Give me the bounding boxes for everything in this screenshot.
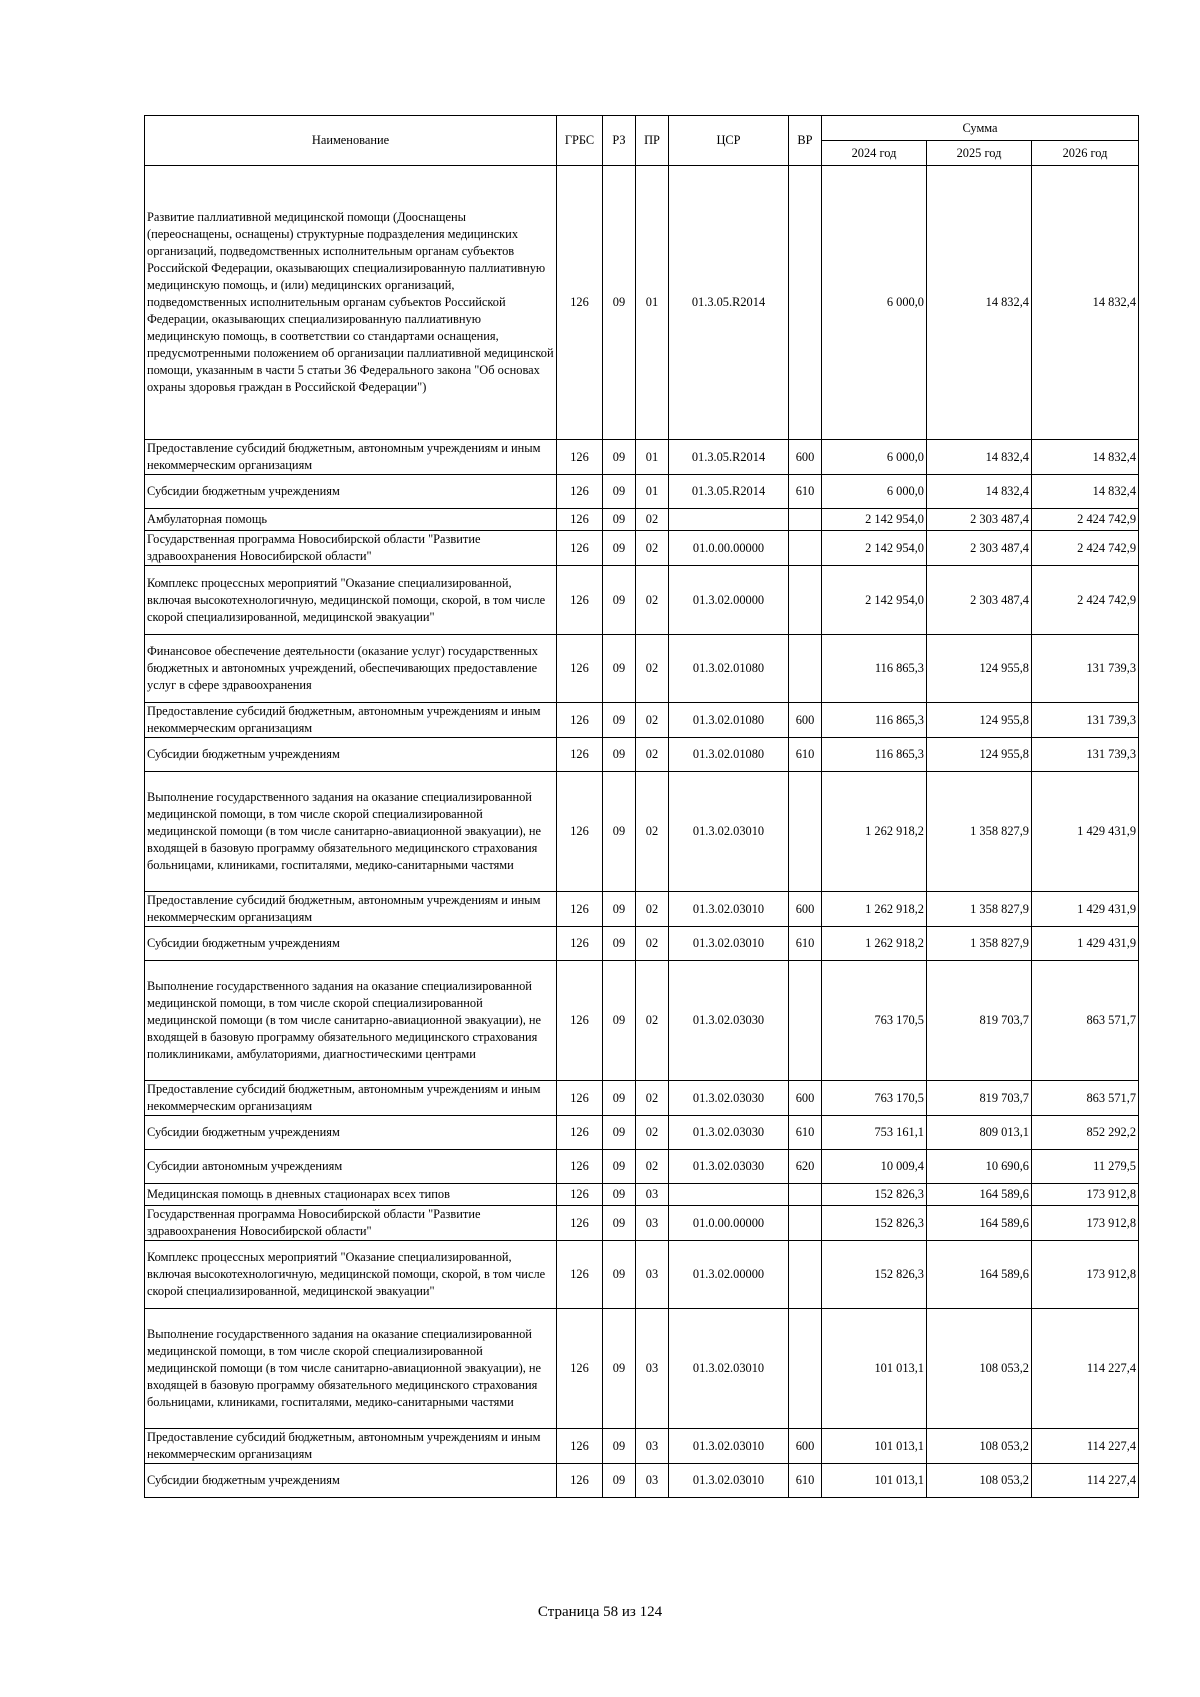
- cell-pr: 03: [636, 1184, 669, 1206]
- cell-amount-2025: 14 832,4: [927, 440, 1032, 475]
- cell-rz: 09: [603, 1081, 636, 1116]
- cell-amount-2024: 152 826,3: [822, 1241, 927, 1309]
- cell-amount-2024: 101 013,1: [822, 1464, 927, 1498]
- cell-vr: [789, 1184, 822, 1206]
- cell-rz: 09: [603, 892, 636, 927]
- cell-amount-2024: 152 826,3: [822, 1206, 927, 1241]
- cell-rz: 09: [603, 509, 636, 531]
- cell-name: Государственная программа Новосибирской области "Развитие здравоохранения Новосибирской области": [145, 531, 557, 566]
- cell-name: Финансовое обеспечение деятельности (оказание услуг) государственных бюджетных и автономных учреждений, обеспечивающих предоставление услуг в сфере здравоохранения: [145, 635, 557, 703]
- cell-amount-2024: 753 161,1: [822, 1116, 927, 1150]
- cell-rz: 09: [603, 1464, 636, 1498]
- cell-grbs: 126: [557, 1116, 603, 1150]
- cell-csr: 01.3.02.01080: [669, 738, 789, 772]
- cell-grbs: 126: [557, 1429, 603, 1464]
- cell-vr: [789, 1206, 822, 1241]
- cell-csr: 01.3.05.R2014: [669, 166, 789, 440]
- cell-name: Амбулаторная помощь: [145, 509, 557, 531]
- cell-grbs: 126: [557, 509, 603, 531]
- cell-amount-2025: 2 303 487,4: [927, 531, 1032, 566]
- cell-grbs: 126: [557, 440, 603, 475]
- header-csr: ЦСР: [669, 116, 789, 166]
- table-row: [145, 635, 1139, 703]
- cell-rz: 09: [603, 772, 636, 892]
- cell-csr: 01.3.05.R2014: [669, 440, 789, 475]
- cell-amount-2024: 101 013,1: [822, 1309, 927, 1429]
- cell-amount-2026: 11 279,5: [1032, 1150, 1139, 1184]
- cell-amount-2025: 124 955,8: [927, 703, 1032, 738]
- cell-amount-2024: 6 000,0: [822, 440, 927, 475]
- cell-rz: 09: [603, 738, 636, 772]
- cell-amount-2025: 14 832,4: [927, 475, 1032, 509]
- cell-rz: 09: [603, 1241, 636, 1309]
- header-year-2025: 2025 год: [927, 141, 1032, 166]
- cell-amount-2024: 116 865,3: [822, 635, 927, 703]
- cell-amount-2026: 114 227,4: [1032, 1429, 1139, 1464]
- cell-rz: 09: [603, 1309, 636, 1429]
- cell-amount-2026: 14 832,4: [1032, 166, 1139, 440]
- cell-name: Субсидии бюджетным учреждениям: [145, 738, 557, 772]
- cell-grbs: 126: [557, 703, 603, 738]
- budget-table-container: [144, 115, 1138, 1498]
- cell-vr: [789, 772, 822, 892]
- cell-amount-2025: 2 303 487,4: [927, 566, 1032, 635]
- cell-amount-2026: 2 424 742,9: [1032, 509, 1139, 531]
- cell-amount-2025: 124 955,8: [927, 738, 1032, 772]
- cell-amount-2026: 1 429 431,9: [1032, 772, 1139, 892]
- table-row: [145, 772, 1139, 892]
- cell-amount-2024: 1 262 918,2: [822, 772, 927, 892]
- header-rz: РЗ: [603, 116, 636, 166]
- cell-vr: [789, 509, 822, 531]
- header-sum: Сумма: [822, 116, 1139, 141]
- cell-name: Выполнение государственного задания на оказание специализированной медицинской помощи, в том числе скорой специализированной медицинской помощи (в том числе санитарно-авиационной эвакуации), не входящей в базовую программу обязательного медицинского страхования больницами, клиниками, госпиталями, медико-санитарными частями: [145, 1309, 557, 1429]
- cell-amount-2024: 1 262 918,2: [822, 927, 927, 961]
- cell-pr: 02: [636, 772, 669, 892]
- cell-grbs: 126: [557, 1150, 603, 1184]
- cell-name: Субсидии бюджетным учреждениям: [145, 475, 557, 509]
- table-header: [145, 116, 1139, 166]
- cell-name: Медицинская помощь в дневных стационарах всех типов: [145, 1184, 557, 1206]
- cell-rz: 09: [603, 961, 636, 1081]
- cell-pr: 02: [636, 961, 669, 1081]
- table-row: [145, 1184, 1139, 1206]
- cell-pr: 03: [636, 1241, 669, 1309]
- cell-vr: [789, 961, 822, 1081]
- table-row: [145, 1150, 1139, 1184]
- page-number: Страница 58 из 124: [537, 1604, 663, 1620]
- cell-rz: 09: [603, 703, 636, 738]
- cell-vr: 610: [789, 1464, 822, 1498]
- cell-name: Субсидии автономным учреждениям: [145, 1150, 557, 1184]
- cell-amount-2024: 10 009,4: [822, 1150, 927, 1184]
- cell-amount-2024: 6 000,0: [822, 475, 927, 509]
- cell-vr: 610: [789, 927, 822, 961]
- cell-amount-2024: 2 142 954,0: [822, 509, 927, 531]
- cell-amount-2024: 116 865,3: [822, 703, 927, 738]
- cell-csr: 01.0.00.00000: [669, 1206, 789, 1241]
- cell-pr: 03: [636, 1309, 669, 1429]
- cell-pr: 02: [636, 509, 669, 531]
- cell-amount-2026: 131 739,3: [1032, 738, 1139, 772]
- cell-pr: 02: [636, 531, 669, 566]
- cell-pr: 02: [636, 703, 669, 738]
- cell-rz: 09: [603, 927, 636, 961]
- cell-vr: [789, 1241, 822, 1309]
- cell-name: Развитие паллиативной медицинской помощи (Дооснащены (переоснащены, оснащены) структурные подразделения медицинских организаций, подведомственных исполнительным органам субъектов Российской Федерации, оказывающих специализированную паллиативную медицинскую помощь, и (или) медицинских организаций, подведомственных исполнительным органам субъектов Российской Федерации, оказывающих специализированную паллиативную медицинскую помощь, в соответствии со стандартами оснащения, предусмотренными положением об организации паллиативной медицинской помощи, указанным в части 5 статьи 36 Федерального закона "Об основах охраны здоровья граждан в Российской Федерации"): [145, 166, 557, 440]
- table-row: [145, 566, 1139, 635]
- cell-csr: 01.3.05.R2014: [669, 475, 789, 509]
- cell-grbs: 126: [557, 738, 603, 772]
- table-row: [145, 166, 1139, 440]
- table-row: [145, 703, 1139, 738]
- cell-name: Выполнение государственного задания на оказание специализированной медицинской помощи, в том числе скорой специализированной медицинской помощи (в том числе санитарно-авиационной эвакуации), не входящей в базовую программу обязательного медицинского страхования больницами, клиниками, госпиталями, медико-санитарными частями: [145, 772, 557, 892]
- header-vr: ВР: [789, 116, 822, 166]
- cell-rz: 09: [603, 635, 636, 703]
- cell-pr: 03: [636, 1464, 669, 1498]
- cell-grbs: 126: [557, 1206, 603, 1241]
- cell-amount-2024: 763 170,5: [822, 961, 927, 1081]
- cell-amount-2025: 1 358 827,9: [927, 892, 1032, 927]
- cell-csr: 01.3.02.03030: [669, 1116, 789, 1150]
- cell-amount-2025: 164 589,6: [927, 1206, 1032, 1241]
- cell-amount-2024: 6 000,0: [822, 166, 927, 440]
- cell-name: Субсидии бюджетным учреждениям: [145, 1116, 557, 1150]
- cell-vr: 610: [789, 738, 822, 772]
- cell-vr: [789, 1309, 822, 1429]
- cell-grbs: 126: [557, 1241, 603, 1309]
- cell-amount-2026: 1 429 431,9: [1032, 892, 1139, 927]
- table-row: [145, 440, 1139, 475]
- cell-grbs: 126: [557, 531, 603, 566]
- table-row: [145, 1206, 1139, 1241]
- table-row: [145, 1241, 1139, 1309]
- header-name: Наименование: [145, 116, 557, 166]
- cell-csr: [669, 1184, 789, 1206]
- cell-name: Государственная программа Новосибирской области "Развитие здравоохранения Новосибирской области": [145, 1206, 557, 1241]
- cell-csr: 01.3.02.01080: [669, 703, 789, 738]
- cell-name: Субсидии бюджетным учреждениям: [145, 927, 557, 961]
- cell-csr: [669, 509, 789, 531]
- cell-amount-2024: 116 865,3: [822, 738, 927, 772]
- cell-csr: 01.3.02.00000: [669, 1241, 789, 1309]
- table-row: [145, 1464, 1139, 1498]
- cell-name: Субсидии бюджетным учреждениям: [145, 1464, 557, 1498]
- cell-amount-2024: 152 826,3: [822, 1184, 927, 1206]
- cell-amount-2025: 10 690,6: [927, 1150, 1032, 1184]
- cell-vr: [789, 166, 822, 440]
- cell-csr: 01.3.02.03030: [669, 1150, 789, 1184]
- cell-amount-2026: 114 227,4: [1032, 1309, 1139, 1429]
- table-body: [145, 166, 1139, 1498]
- cell-vr: 600: [789, 1081, 822, 1116]
- cell-vr: 600: [789, 892, 822, 927]
- header-grbs: ГРБС: [557, 116, 603, 166]
- cell-csr: 01.0.00.00000: [669, 531, 789, 566]
- header-pr: ПР: [636, 116, 669, 166]
- cell-csr: 01.3.02.03010: [669, 1429, 789, 1464]
- cell-grbs: 126: [557, 1184, 603, 1206]
- table-row: [145, 1116, 1139, 1150]
- cell-grbs: 126: [557, 892, 603, 927]
- cell-amount-2026: 863 571,7: [1032, 961, 1139, 1081]
- cell-vr: 600: [789, 1429, 822, 1464]
- table-row: [145, 892, 1139, 927]
- cell-vr: 620: [789, 1150, 822, 1184]
- cell-grbs: 126: [557, 772, 603, 892]
- cell-grbs: 126: [557, 566, 603, 635]
- table-row: [145, 927, 1139, 961]
- cell-amount-2026: 863 571,7: [1032, 1081, 1139, 1116]
- cell-amount-2025: 164 589,6: [927, 1184, 1032, 1206]
- cell-grbs: 126: [557, 1464, 603, 1498]
- table-row: [145, 531, 1139, 566]
- cell-rz: 09: [603, 1429, 636, 1464]
- cell-pr: 02: [636, 566, 669, 635]
- cell-vr: [789, 566, 822, 635]
- cell-amount-2025: 124 955,8: [927, 635, 1032, 703]
- cell-amount-2025: 1 358 827,9: [927, 927, 1032, 961]
- cell-vr: [789, 531, 822, 566]
- cell-amount-2024: 1 262 918,2: [822, 892, 927, 927]
- cell-amount-2025: 1 358 827,9: [927, 772, 1032, 892]
- cell-amount-2026: 14 832,4: [1032, 440, 1139, 475]
- cell-rz: 09: [603, 1116, 636, 1150]
- cell-rz: 09: [603, 1184, 636, 1206]
- cell-name: Выполнение государственного задания на оказание специализированной медицинской помощи, в том числе скорой специализированной медицинской помощи (в том числе санитарно-авиационной эвакуации), не входящей в базовую программу обязательного медицинского страхования поликлиниками, амбулаториями, диагностическими центрами: [145, 961, 557, 1081]
- header-year-2024: 2024 год: [822, 141, 927, 166]
- cell-name: Предоставление субсидий бюджетным, автономным учреждениям и иным некоммерческим организациям: [145, 1081, 557, 1116]
- cell-name: Комплекс процессных мероприятий "Оказание специализированной, включая высокотехнологичную, медицинской помощи, скорой, в том числе скорой специализированной, медицинской эвакуации": [145, 1241, 557, 1309]
- cell-name: Предоставление субсидий бюджетным, автономным учреждениям и иным некоммерческим организациям: [145, 892, 557, 927]
- cell-grbs: 126: [557, 927, 603, 961]
- cell-amount-2024: 2 142 954,0: [822, 531, 927, 566]
- table-row: [145, 1081, 1139, 1116]
- cell-csr: 01.3.02.01080: [669, 635, 789, 703]
- cell-amount-2026: 173 912,8: [1032, 1206, 1139, 1241]
- cell-amount-2026: 1 429 431,9: [1032, 927, 1139, 961]
- cell-amount-2026: 131 739,3: [1032, 703, 1139, 738]
- cell-amount-2025: 164 589,6: [927, 1241, 1032, 1309]
- table-row: [145, 1309, 1139, 1429]
- cell-amount-2026: 173 912,8: [1032, 1241, 1139, 1309]
- header-year-2026: 2026 год: [1032, 141, 1139, 166]
- cell-amount-2024: 2 142 954,0: [822, 566, 927, 635]
- cell-amount-2026: 2 424 742,9: [1032, 566, 1139, 635]
- cell-pr: 03: [636, 1206, 669, 1241]
- cell-pr: 02: [636, 927, 669, 961]
- table-row: [145, 1429, 1139, 1464]
- cell-amount-2025: 819 703,7: [927, 961, 1032, 1081]
- cell-amount-2026: 173 912,8: [1032, 1184, 1139, 1206]
- cell-amount-2026: 14 832,4: [1032, 475, 1139, 509]
- cell-pr: 01: [636, 475, 669, 509]
- cell-rz: 09: [603, 1150, 636, 1184]
- cell-rz: 09: [603, 1206, 636, 1241]
- cell-pr: 02: [636, 738, 669, 772]
- cell-csr: 01.3.02.03010: [669, 1309, 789, 1429]
- cell-vr: [789, 635, 822, 703]
- cell-pr: 01: [636, 166, 669, 440]
- cell-grbs: 126: [557, 961, 603, 1081]
- cell-grbs: 126: [557, 1309, 603, 1429]
- cell-vr: 600: [789, 440, 822, 475]
- cell-pr: 01: [636, 440, 669, 475]
- cell-csr: 01.3.02.03010: [669, 892, 789, 927]
- cell-pr: 02: [636, 1116, 669, 1150]
- cell-grbs: 126: [557, 635, 603, 703]
- budget-table: [144, 115, 1139, 1498]
- cell-rz: 09: [603, 566, 636, 635]
- cell-amount-2026: 2 424 742,9: [1032, 531, 1139, 566]
- cell-name: Предоставление субсидий бюджетным, автономным учреждениям и иным некоммерческим организациям: [145, 440, 557, 475]
- cell-csr: 01.3.02.00000: [669, 566, 789, 635]
- cell-amount-2026: 131 739,3: [1032, 635, 1139, 703]
- table-row: [145, 509, 1139, 531]
- cell-rz: 09: [603, 166, 636, 440]
- cell-pr: 02: [636, 1150, 669, 1184]
- table-row: [145, 475, 1139, 509]
- cell-grbs: 126: [557, 475, 603, 509]
- cell-pr: 02: [636, 892, 669, 927]
- cell-csr: 01.3.02.03010: [669, 1464, 789, 1498]
- cell-amount-2025: 108 053,2: [927, 1464, 1032, 1498]
- cell-grbs: 126: [557, 1081, 603, 1116]
- cell-amount-2024: 101 013,1: [822, 1429, 927, 1464]
- cell-grbs: 126: [557, 166, 603, 440]
- cell-name: Предоставление субсидий бюджетным, автономным учреждениям и иным некоммерческим организациям: [145, 1429, 557, 1464]
- cell-pr: 02: [636, 1081, 669, 1116]
- table-row: [145, 738, 1139, 772]
- cell-amount-2025: 108 053,2: [927, 1309, 1032, 1429]
- cell-amount-2025: 809 013,1: [927, 1116, 1032, 1150]
- cell-pr: 03: [636, 1429, 669, 1464]
- cell-csr: 01.3.02.03010: [669, 772, 789, 892]
- cell-vr: 610: [789, 1116, 822, 1150]
- cell-amount-2025: 2 303 487,4: [927, 509, 1032, 531]
- cell-amount-2025: 108 053,2: [927, 1429, 1032, 1464]
- cell-rz: 09: [603, 531, 636, 566]
- cell-vr: 610: [789, 475, 822, 509]
- cell-vr: 600: [789, 703, 822, 738]
- cell-name: Комплекс процессных мероприятий "Оказание специализированной, включая высокотехнологичную, медицинской помощи, скорой, в том числе скорой специализированной, медицинской эвакуации": [145, 566, 557, 635]
- cell-pr: 02: [636, 635, 669, 703]
- cell-amount-2026: 114 227,4: [1032, 1464, 1139, 1498]
- cell-rz: 09: [603, 475, 636, 509]
- cell-csr: 01.3.02.03030: [669, 961, 789, 1081]
- cell-csr: 01.3.02.03030: [669, 1081, 789, 1116]
- cell-rz: 09: [603, 440, 636, 475]
- table-row: [145, 961, 1139, 1081]
- cell-amount-2024: 763 170,5: [822, 1081, 927, 1116]
- cell-amount-2026: 852 292,2: [1032, 1116, 1139, 1150]
- cell-amount-2025: 819 703,7: [927, 1081, 1032, 1116]
- cell-csr: 01.3.02.03010: [669, 927, 789, 961]
- cell-amount-2025: 14 832,4: [927, 166, 1032, 440]
- cell-name: Предоставление субсидий бюджетным, автономным учреждениям и иным некоммерческим организациям: [145, 703, 557, 738]
